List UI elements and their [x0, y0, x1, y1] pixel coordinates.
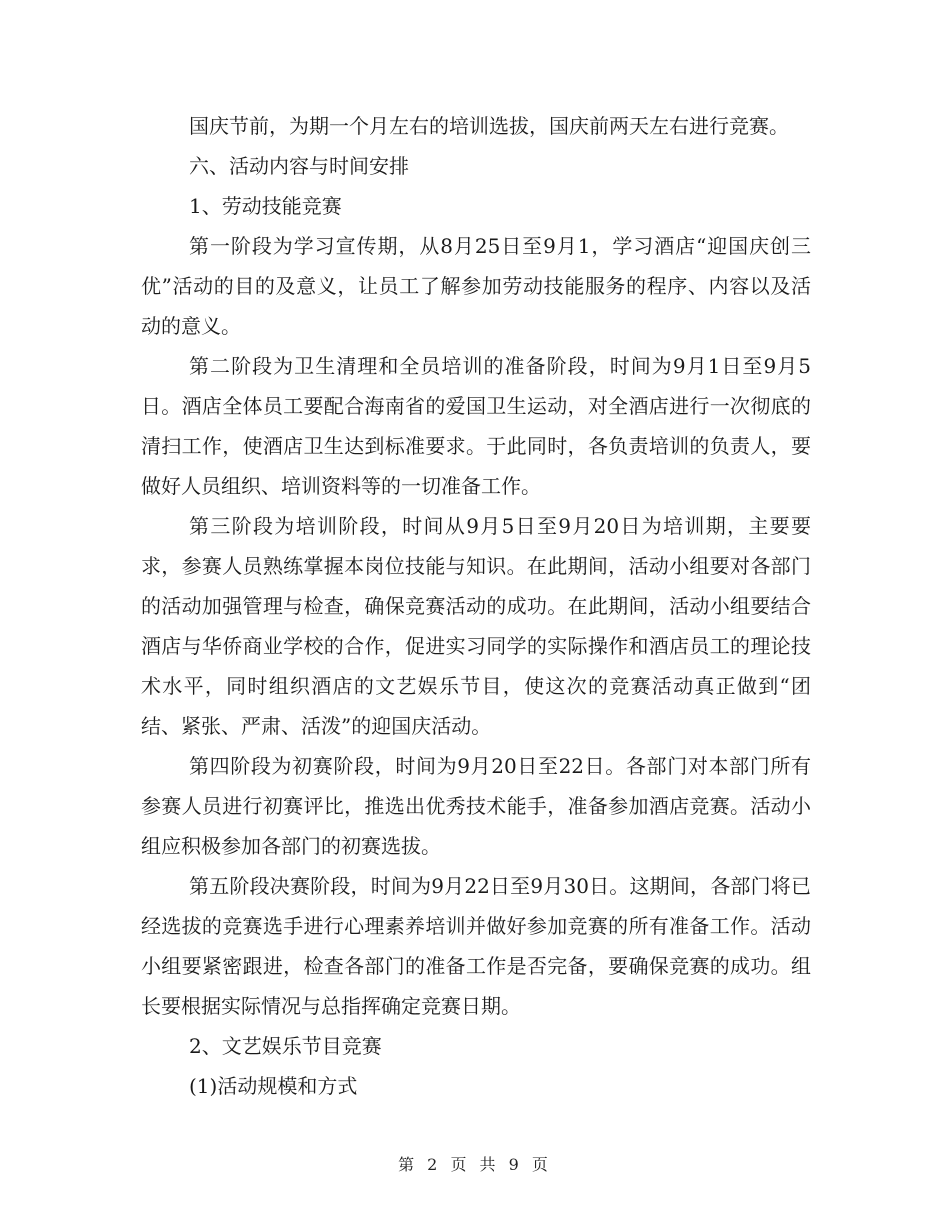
paragraph-phase-four: 第四阶段为初赛阶段，时间为9月20日至22日。各部门对本部门所有参赛人员进行初赛评比，推选出优秀技术能手，准备参加酒店竞赛。活动小组应积极参加各部门的初赛选拔。: [141, 754, 811, 858]
document-body: [141, 106, 811, 1106]
subheading-entertainment-contest: 2、文艺娱乐节目竞赛: [189, 1034, 382, 1058]
paragraph-preparation-period: 国庆节前，为期一个月左右的培训选拔，国庆前两天左右进行竞赛。: [189, 114, 789, 138]
paragraph-phase-two: 第二阶段为卫生清理和全员培训的准备阶段，时间为9月1日至9月5日。酒店全体员工要配合海南省的爱国卫生运动，对全酒店进行一次彻底的清扫工作，使酒店卫生达到标准要求。于此同时，各负责培训的负责人，要做好人员组织、培训资料等的一切准备工作。: [141, 354, 811, 498]
page-number-footer: 第 2 页 共 9 页: [398, 1155, 552, 1174]
paragraph-phase-five: 第五阶段决赛阶段，时间为9月22日至9月30日。这期间，各部门将已经选拔的竞赛选手进行心理素养培训并做好参加竞赛的所有准备工作。活动小组要紧密跟进，检查各部门的准备工作是否完备，要确保竞赛的成功。组长要根据实际情况与总指挥确定竞赛日期。: [141, 874, 811, 1018]
paragraph-phase-three: 第三阶段为培训阶段，时间从9月5日至9月20日为培训期，主要要求，参赛人员熟练掌握本岗位技能与知识。在此期间，活动小组要对各部门的活动加强管理与检查，确保竞赛活动的成功。在此期间，活动小组要结合酒店与华侨商业学校的合作，促进实习同学的实际操作和酒店员工的理论技术水平，同时组织酒店的文艺娱乐节目，使这次的竞赛活动真正做到“团结、紧张、严肃、活泼”的迎国庆活动。: [141, 514, 811, 738]
section-heading-schedule: 六、活动内容与时间安排: [189, 154, 409, 178]
paragraph-phase-one: 第一阶段为学习宣传期，从8月25日至9月1，学习酒店“迎国庆创三优”活动的目的及意义，让员工了解参加劳动技能服务的程序、内容以及活动的意义。: [141, 234, 811, 338]
subheading-labor-skills-contest: 1、劳动技能竞赛: [189, 194, 342, 218]
subheading-scale-and-method: (1)活动规模和方式: [189, 1074, 358, 1098]
